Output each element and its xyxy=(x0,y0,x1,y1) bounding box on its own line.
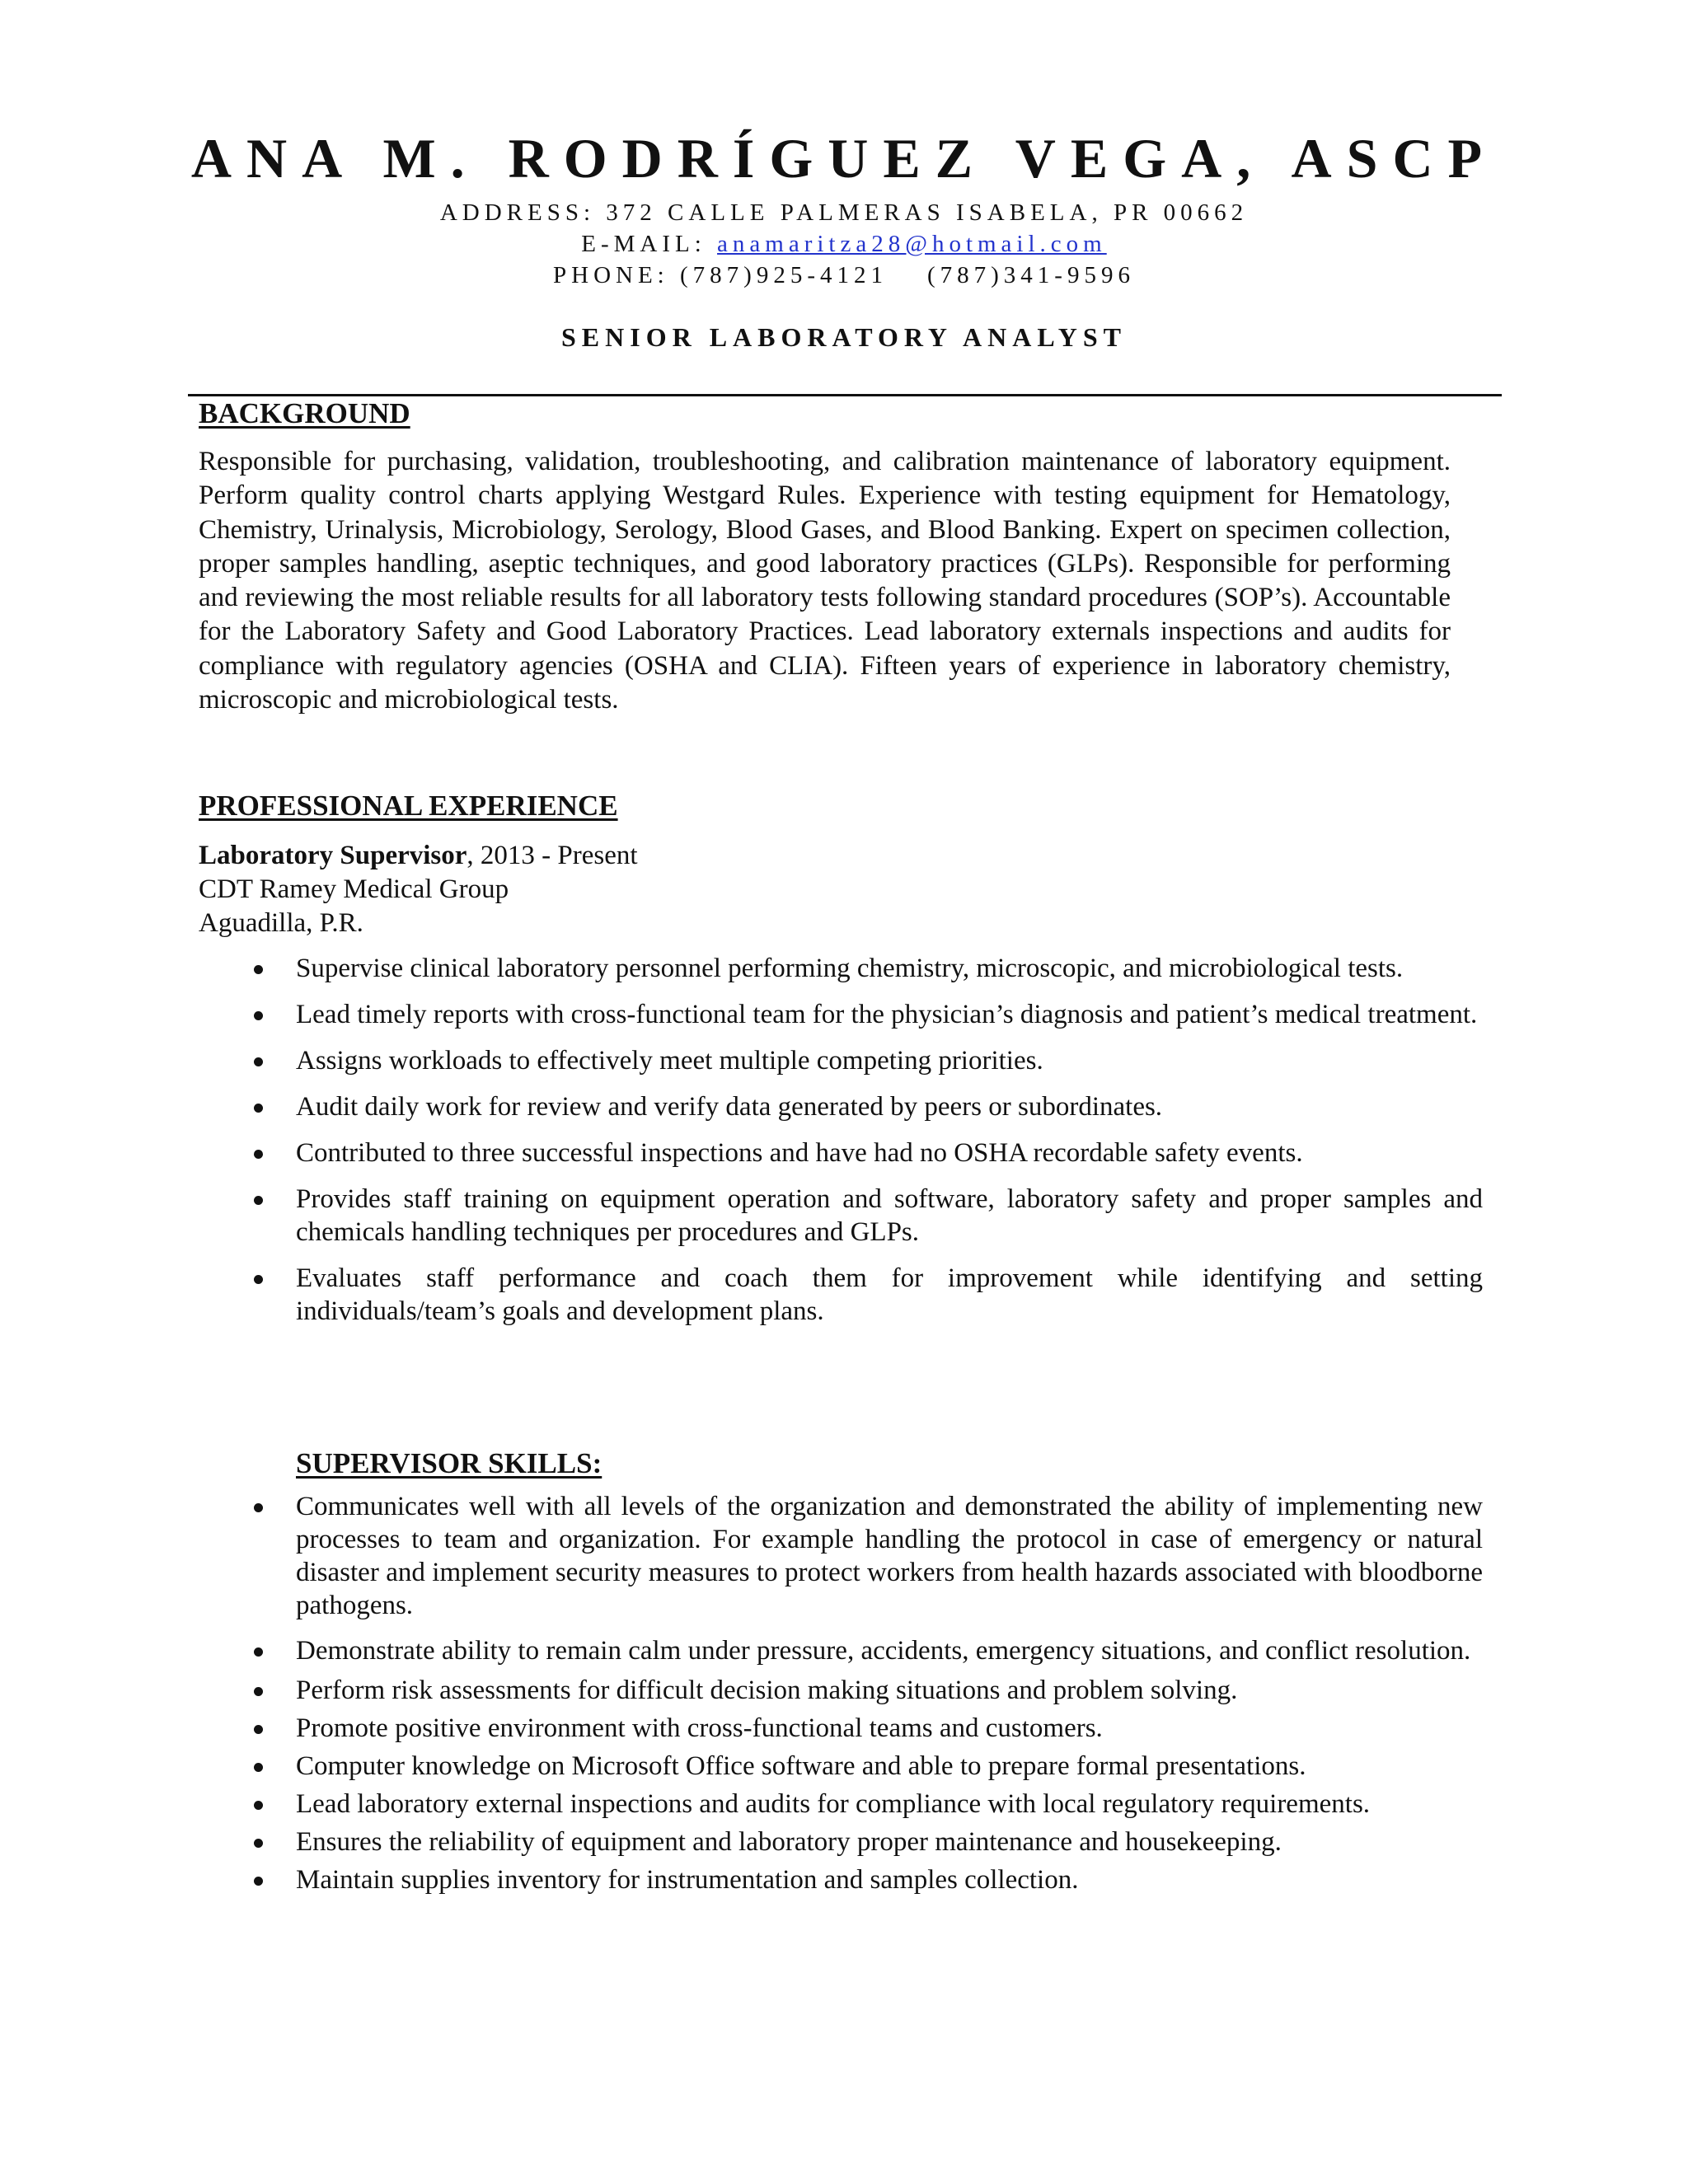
list-item: Communicates well with all levels of the organization and demonstrated the ability of implementing new processes to team and organization. For example handling the protocol in case of emergency or natural disaster and implement security measures to protect workers from health hazards associated with bloodborne pathogens. xyxy=(296,1492,1483,1620)
list-item: Evaluates staff performance and coach them for improvement while identifying and setting individuals/team’s goals and development plans. xyxy=(296,1263,1483,1326)
experience-section-title: PROFESSIONAL EXPERIENCE xyxy=(199,790,618,822)
list-item: Perform risk assessments for difficult decision making situations and problem solving. xyxy=(296,1674,1483,1707)
email-link[interactable]: anamaritza28@hotmail.com xyxy=(717,231,1107,257)
list-item: Supervise clinical laboratory personnel performing chemistry, microscopic, and microbiological tests. xyxy=(296,952,1483,985)
job-period: , 2013 - Present xyxy=(467,841,638,870)
candidate-name: ANA M. RODRÍGUEZ VEGA, ASCP xyxy=(190,127,1498,190)
address-value: 372 CALLE PALMERAS ISABELA, PR 00662 xyxy=(606,199,1249,226)
list-item: Lead laboratory external inspections and audits for compliance with local regulatory requirements. xyxy=(296,1788,1483,1821)
list-item: Lead timely reports with cross-functional team for the physician’s diagnosis and patient’s medical treatment. xyxy=(296,998,1483,1031)
list-item: Demonstrate ability to remain calm under pressure, accidents, emergency situations, and conflict resolution. xyxy=(296,1634,1483,1667)
job-title: Laboratory Supervisor xyxy=(199,841,467,870)
experience-bullet-list xyxy=(296,952,1483,1341)
list-item: Audit daily work for review and verify data generated by peers or subordinates. xyxy=(296,1090,1483,1123)
list-item: Provides staff training on equipment operation and software, laboratory safety and proper samples and chemicals handling techniques per procedures and GLPs. xyxy=(296,1184,1483,1247)
list-item: Promote positive environment with cross-functional teams and customers. xyxy=(296,1712,1483,1745)
phone-secondary: (787)341-9596 xyxy=(926,262,1135,288)
email-line xyxy=(0,232,1688,256)
list-item: Contributed to three successful inspections and have had no OSHA recordable safety events. xyxy=(296,1137,1483,1169)
job-company: CDT Ramey Medical Group xyxy=(199,874,509,904)
professional-headline: SENIOR LABORATORY ANALYST xyxy=(560,322,1127,352)
email-label: E-MAIL: xyxy=(581,231,706,257)
skills-bullet-list xyxy=(296,1490,1483,1901)
phone-label: PHONE: xyxy=(553,262,669,288)
list-item: Maintain supplies inventory for instrumentation and samples collection. xyxy=(296,1863,1483,1896)
job-location: Aguadilla, P.R. xyxy=(199,908,363,938)
skills-section-title: SUPERVISOR SKILLS: xyxy=(296,1447,603,1479)
background-section-title: BACKGROUND xyxy=(199,397,410,429)
phone-line xyxy=(0,264,1688,288)
list-item: Computer knowledge on Microsoft Office software and able to prepare formal presentations. xyxy=(296,1750,1483,1783)
background-paragraph: Responsible for purchasing, validation, troubleshooting, and calibration maintenance of laboratory equipment. Perform quality control charts applying Westgard Rules. Experience with testing equipment for Hematology, Chemistry, Urinalysis, Microbiology, Serology, Blood Gases, and Blood Banking. Expert on specimen collection, proper samples handling, aseptic techniques, and good laboratory practices (GLPs). Responsible for performing and reviewing the most reliable results for all laboratory tests following standard procedures (SOP’s). Accountable for the Laboratory Safety and Good Laboratory Practices. Lead laboratory externals inspections and audits for compliance with regulatory agencies (OSHA and CLIA). Fifteen years of experience in laboratory chemistry, microscopic and microbiological tests. xyxy=(199,447,1451,715)
phone-primary: (787)925-4121 xyxy=(680,262,888,288)
job-heading xyxy=(199,839,638,873)
address-line xyxy=(0,201,1688,225)
address-label: ADDRESS: xyxy=(439,199,596,226)
list-item: Ensures the reliability of equipment and laboratory proper maintenance and housekeeping. xyxy=(296,1825,1483,1858)
job-entry xyxy=(199,839,638,940)
list-item: Assigns workloads to effectively meet multiple competing priorities. xyxy=(296,1044,1483,1077)
header-divider xyxy=(188,394,1502,396)
